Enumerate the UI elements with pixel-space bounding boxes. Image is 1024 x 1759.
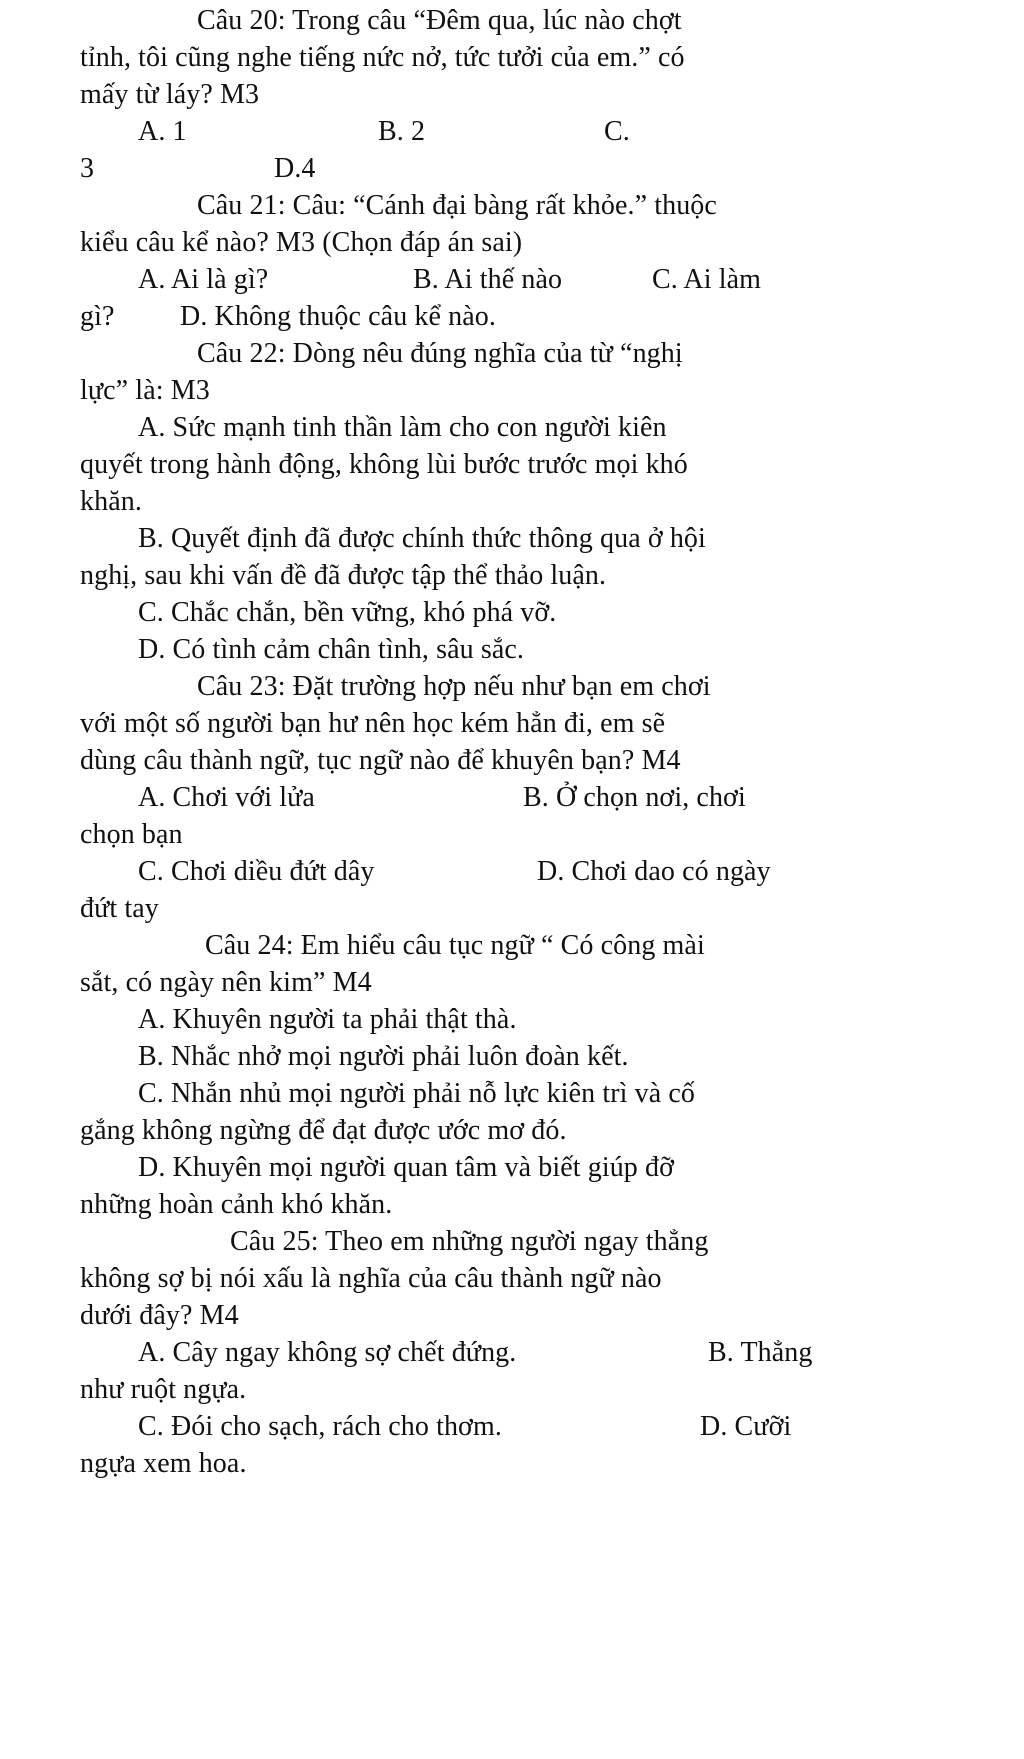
question-text-line: dưới đây? M4 [80,1300,239,1331]
option-d-continuation: đứt tay [80,893,159,924]
question-text-line: tỉnh, tôi cũng nghe tiếng nức nở, tức tưởi của em.” có [80,42,685,73]
option-b-continuation: như ruột ngựa. [80,1374,247,1405]
question-text-line: Câu 24: Em hiểu câu tục ngữ “ Có công mài [205,930,705,961]
option-d: D. Có tình cảm chân tình, sâu sắc. [138,634,524,665]
option-c: C. Ai làm [652,264,762,295]
option-b: B. Quyết định đã được chính thức thông qua ở hội [138,523,706,554]
option-c: C. Nhắn nhủ mọi người phải nỗ lực kiên trì và cố [138,1078,695,1109]
option-d-continuation: ngựa xem hoa. [80,1448,247,1479]
option-c-continuation: 3 [80,153,95,184]
option-a: A. Sức mạnh tinh thần làm cho con người kiên [138,412,667,443]
option-c: C. Chắc chắn, bền vững, khó phá vỡ. [138,597,557,628]
option-a: A. Ai là gì? [138,264,269,295]
question-text-line: Câu 22: Dòng nêu đúng nghĩa của từ “nghị [197,338,683,369]
question-text-line: sắt, có ngày nên kim” M4 [80,967,372,998]
option-d: D. Khuyên mọi người quan tâm và biết giúp đỡ [138,1152,675,1183]
question-text-line: Câu 20: Trong câu “Đêm qua, lúc nào chợt [197,5,682,36]
option-d-continuation: những hoàn cảnh khó khăn. [80,1189,393,1220]
option-d: D. Cưỡi [700,1411,792,1442]
option-b: B. Ở chọn nơi, chơi [523,782,746,813]
option-d: D.4 [274,153,316,184]
question-text-line: mấy từ láy? M3 [80,79,260,110]
question-text-line: Câu 25: Theo em những người ngay thẳng [230,1226,709,1257]
option-a: A. 1 [138,116,187,147]
option-a: A. Cây ngay không sợ chết đứng. [138,1337,517,1368]
option-c-continuation: gì? [80,301,115,332]
option-b: B. 2 [378,116,426,147]
option-b-continuation: nghị, sau khi vấn đề đã được tập thể thảo luận. [80,560,607,591]
question-text-line: với một số người bạn hư nên học kém hẳn đi, em sẽ [80,708,666,739]
option-b-continuation: chọn bạn [80,819,183,850]
option-d: D. Chơi dao có ngày [537,856,771,887]
option-a-continuation: quyết trong hành động, không lùi bước trước mọi khó [80,449,688,480]
option-b: B. Thẳng [708,1337,813,1368]
option-d: D. Không thuộc câu kể nào. [180,301,496,332]
question-text-line: lực” là: M3 [80,375,210,406]
question-text-line: Câu 23: Đặt trường hợp nếu như bạn em chơi [197,671,711,702]
question-text-line: dùng câu thành ngữ, tục ngữ nào để khuyên bạn? M4 [80,745,681,776]
option-a-continuation: khăn. [80,486,142,517]
option-c: C. [604,116,630,147]
option-c: C. Chơi diều đứt dây [138,856,375,887]
question-text-line: không sợ bị nói xấu là nghĩa của câu thành ngữ nào [80,1263,662,1294]
question-text-line: Câu 21: Câu: “Cánh đại bàng rất khỏe.” thuộc [197,190,717,221]
option-c: C. Đói cho sạch, rách cho thơm. [138,1411,502,1442]
option-b: B. Ai thế nào [413,264,563,295]
option-a: A. Khuyên người ta phải thật thà. [138,1004,517,1035]
option-b: B. Nhắc nhở mọi người phải luôn đoàn kết. [138,1041,629,1072]
question-text-line: kiểu câu kể nào? M3 (Chọn đáp án sai) [80,227,523,258]
option-a: A. Chơi với lửa [138,782,315,813]
option-c-continuation: gắng không ngừng để đạt được ước mơ đó. [80,1115,567,1146]
